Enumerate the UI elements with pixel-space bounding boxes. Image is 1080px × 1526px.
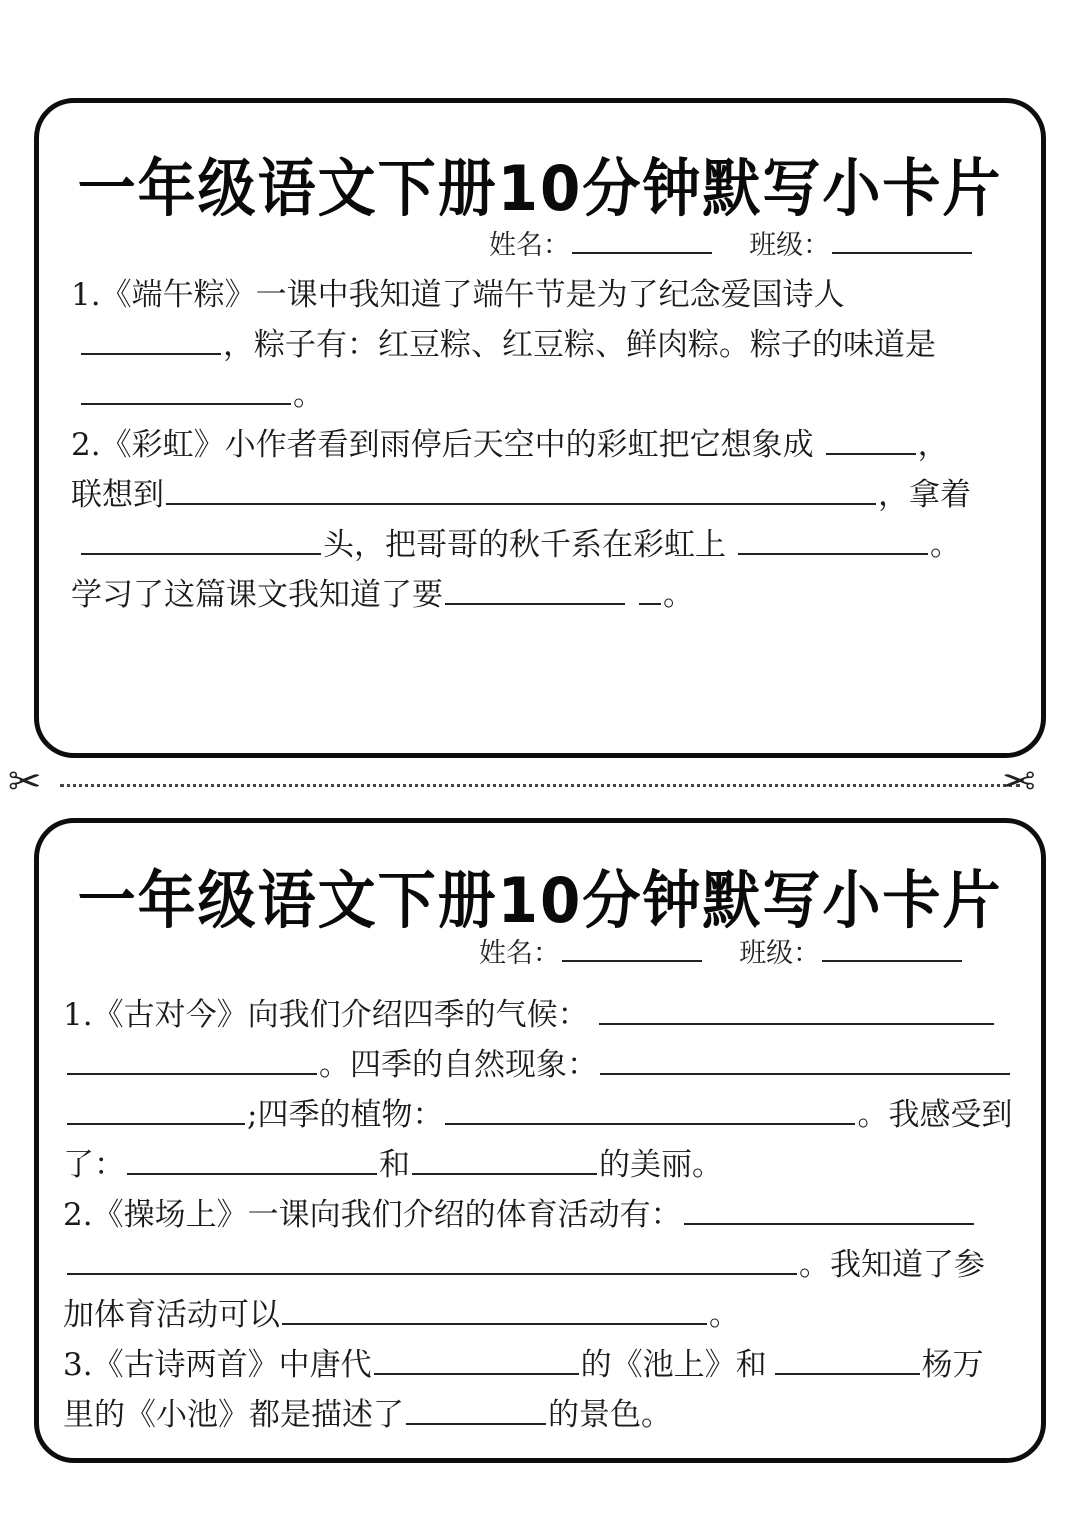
q2-line1 (63, 1189, 976, 1234)
class-label: 班级： (749, 230, 831, 261)
text: 1.《古对今》向我们介绍四季的气候： (63, 997, 589, 1033)
text: 联想到 (71, 477, 164, 513)
text: ;四季的植物： (247, 1097, 444, 1133)
answer-blank[interactable] (600, 1072, 1010, 1075)
text: 杨万 (921, 1347, 984, 1383)
text: 加体育活动可以 (63, 1297, 280, 1333)
text: 的《池上》和 (580, 1347, 767, 1383)
text: ，拿着 (878, 477, 971, 513)
text: 1.《端午粽》一课中我知道了端午节是为了纪念爱国诗人 (71, 277, 845, 313)
q1-line2 (79, 319, 936, 364)
text: 。 (293, 377, 324, 413)
q3-line2 (63, 1389, 672, 1434)
answer-blank[interactable] (599, 1022, 994, 1025)
card-title: 一年级语文下册10分钟默写小卡片 (77, 151, 1003, 226)
text: 头，把哥哥的秋千系在彩虹上 (323, 527, 726, 563)
card-title: 一年级语文下册10分钟默写小卡片 (77, 863, 1003, 938)
answer-blank[interactable] (775, 1372, 920, 1375)
text: 。我感受到 (857, 1097, 1013, 1133)
text: 学习了这篇课文我知道了要 (71, 577, 443, 613)
answer-blank[interactable] (81, 402, 291, 405)
q1-line1 (71, 269, 845, 314)
answer-blank[interactable] (684, 1222, 974, 1225)
text: 。我知道了参 (799, 1247, 985, 1283)
scissors-icon: ✂ (1002, 759, 1036, 805)
text: ， (917, 427, 949, 463)
answer-blank[interactable] (639, 602, 661, 605)
class-blank[interactable] (822, 959, 962, 962)
text: 2.《操场上》一课向我们介绍的体育活动有： (63, 1197, 682, 1233)
name-label: 姓名： (489, 230, 570, 261)
answer-blank[interactable] (67, 1272, 797, 1275)
answer-blank[interactable] (445, 1122, 855, 1125)
scissors-icon: ✂ (8, 759, 42, 805)
text: 的美丽。 (599, 1147, 723, 1183)
answer-blank[interactable] (67, 1072, 317, 1075)
text: 。四季的自然现象： (319, 1047, 598, 1083)
name-blank[interactable] (572, 251, 712, 254)
answer-blank[interactable] (374, 1372, 579, 1375)
q1-line2 (65, 1039, 1012, 1084)
answer-blank[interactable] (826, 452, 916, 455)
q1-line3 (79, 369, 324, 414)
class-blank[interactable] (832, 251, 972, 254)
text: 和 (379, 1147, 410, 1183)
text: 。 (709, 1297, 740, 1333)
text: 。 (930, 527, 961, 563)
q1-line4 (63, 1139, 723, 1184)
answer-blank[interactable] (67, 1122, 245, 1125)
q3-line1 (63, 1339, 984, 1384)
q2-line1 (71, 419, 949, 464)
class-label: 班级： (739, 938, 821, 969)
name-class-row (479, 931, 964, 970)
text: 的景色。 (548, 1397, 672, 1433)
answer-blank[interactable] (127, 1172, 377, 1175)
text: 里的《小池》都是描述了 (63, 1397, 404, 1433)
answer-blank[interactable] (282, 1322, 707, 1325)
name-blank[interactable] (562, 959, 702, 962)
answer-blank[interactable] (445, 602, 625, 605)
answer-blank[interactable] (81, 552, 321, 555)
q2-line3 (63, 1289, 740, 1334)
dictation-card-1 (34, 98, 1046, 758)
answer-blank[interactable] (166, 502, 876, 505)
text: 2.《彩虹》小作者看到雨停后天空中的彩虹把它想象成 (71, 427, 814, 463)
name-label: 姓名： (479, 938, 560, 969)
q1-line1 (63, 989, 996, 1034)
q2-line2 (71, 469, 971, 514)
q2-line2 (65, 1239, 985, 1284)
answer-blank[interactable] (406, 1422, 546, 1425)
text: 3.《古诗两首》中唐代 (63, 1347, 372, 1383)
answer-blank[interactable] (81, 352, 221, 355)
q1-line3 (65, 1089, 1012, 1134)
dictation-card-2 (34, 818, 1046, 1463)
text: 。 (663, 577, 694, 613)
text: ，粽子有：红豆粽、红豆粽、鲜肉粽。粽子的味道是 (223, 327, 936, 363)
answer-blank[interactable] (738, 552, 928, 555)
q2-line3 (79, 519, 961, 564)
answer-blank[interactable] (412, 1172, 597, 1175)
q2-line4 (71, 569, 694, 614)
name-class-row (489, 223, 974, 262)
text: 了： (63, 1147, 125, 1183)
cut-line (60, 784, 1020, 787)
